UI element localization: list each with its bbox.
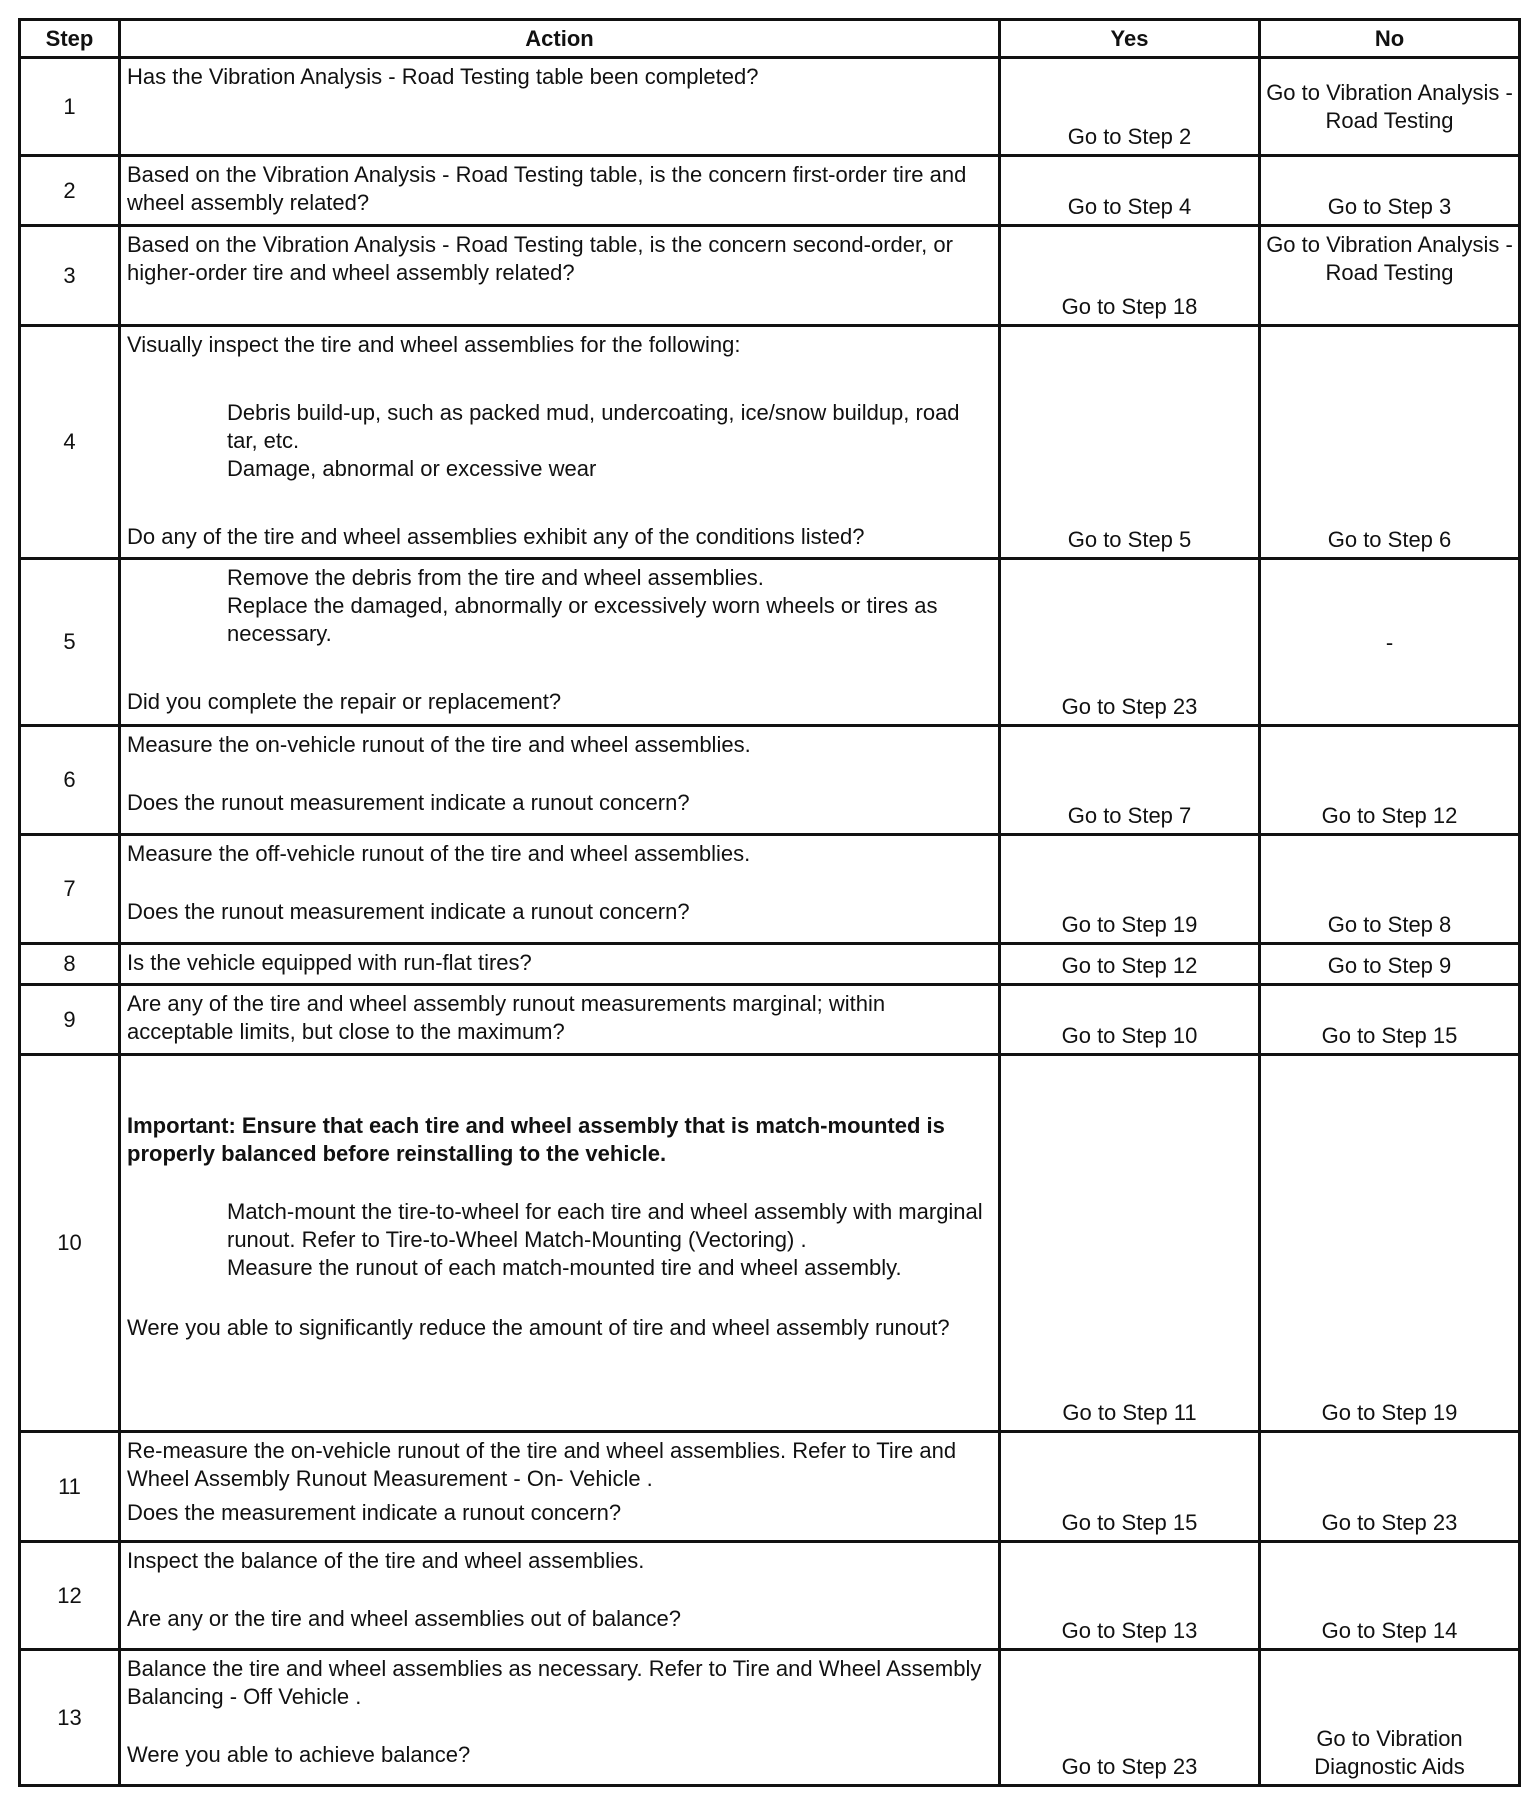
action-cell <box>120 156 1000 226</box>
step-number: 6 <box>20 726 120 835</box>
action-cell <box>120 985 1000 1055</box>
no-text: Go to Step 19 <box>1321 1400 1458 1425</box>
step-number: 9 <box>20 985 120 1055</box>
header-action: Action <box>120 20 1000 58</box>
table-header-row <box>20 20 1520 58</box>
no-cell <box>1260 1055 1520 1432</box>
important-note: Important: Ensure that each tire and wheel assembly that is match-mounted is properly balanced before reinstalling to the vehicle. <box>127 1113 945 1166</box>
action-question: Does the measurement indicate a runout concern? <box>127 1500 622 1525</box>
header-no: No <box>1260 20 1520 58</box>
action-text: Has the Vibration Analysis - Road Testing table been completed? <box>127 64 759 89</box>
action-text: Are any of the tire and wheel assembly runout measurements marginal; within acceptable limits, but close to the maximum? <box>127 991 886 1044</box>
table-row <box>20 58 1520 156</box>
yes-text: Go to Step 12 <box>1061 953 1198 978</box>
step-number: 7 <box>20 835 120 944</box>
yes-text: Go to Step 2 <box>1067 124 1192 149</box>
action-cell <box>120 1055 1000 1432</box>
no-cell <box>1260 726 1520 835</box>
yes-cell <box>1000 835 1260 944</box>
yes-cell <box>1000 58 1260 156</box>
step-number: 2 <box>20 156 120 226</box>
yes-text: Go to Step 5 <box>1067 527 1192 552</box>
yes-cell <box>1000 1542 1260 1650</box>
table-row <box>20 156 1520 226</box>
no-text: Go to Vibration Diagnostic Aids <box>1314 1726 1465 1779</box>
step-number: 11 <box>20 1432 120 1542</box>
table-row <box>20 1542 1520 1650</box>
yes-text: Go to Step 11 <box>1062 1400 1197 1425</box>
no-cell <box>1260 985 1520 1055</box>
no-cell <box>1260 559 1520 726</box>
step-number: 12 <box>20 1542 120 1650</box>
no-cell <box>1260 226 1520 326</box>
no-cell <box>1260 58 1520 156</box>
no-text: Go to Step 6 <box>1327 527 1452 552</box>
yes-text: Go to Step 18 <box>1061 294 1198 319</box>
no-cell <box>1260 1542 1520 1650</box>
action-bullet: Match-mount the tire-to-wheel for each tire and wheel assembly with marginal runout. Refer to Tire-to-Wheel Match-Mounting (Vectoring) . <box>227 1199 983 1252</box>
action-bullet: Replace the damaged, abnormally or excessively worn wheels or tires as necessary. <box>227 593 938 646</box>
action-cell <box>120 1542 1000 1650</box>
action-question: Were you able to significantly reduce the amount of tire and wheel assembly runout? <box>127 1315 950 1340</box>
step-number: 8 <box>20 944 120 985</box>
yes-text: Go to Step 13 <box>1061 1618 1198 1643</box>
no-text: Go to Step 9 <box>1327 953 1452 978</box>
step-number: 3 <box>20 226 120 326</box>
action-text: Based on the Vibration Analysis - Road Testing table, is the concern first-order tire and wheel assembly related? <box>127 162 967 215</box>
action-cell <box>120 559 1000 726</box>
no-text: Go to Step 23 <box>1321 1510 1458 1535</box>
action-question: Does the runout measurement indicate a runout concern? <box>127 790 690 815</box>
action-text: Based on the Vibration Analysis - Road Testing table, is the concern second-order, or higher-order tire and wheel assembly related? <box>127 232 953 285</box>
action-cell <box>120 944 1000 985</box>
action-text: Measure the on-vehicle runout of the tire and wheel assemblies. <box>127 732 751 757</box>
yes-text: Go to Step 15 <box>1061 1510 1198 1535</box>
yes-cell <box>1000 1432 1260 1542</box>
yes-text: Go to Step 4 <box>1067 194 1192 219</box>
table-row <box>20 985 1520 1055</box>
no-cell <box>1260 944 1520 985</box>
yes-text: Go to Step 10 <box>1061 1023 1198 1048</box>
action-text: Balance the tire and wheel assemblies as necessary. Refer to Tire and Wheel Assembly Balancing - Off Vehicle . <box>127 1656 982 1709</box>
action-text: Re-measure the on-vehicle runout of the tire and wheel assemblies. Refer to Tire and Wheel Assembly Runout Measurement - On- Vehicle . <box>127 1438 957 1491</box>
action-cell <box>120 726 1000 835</box>
diagnostic-steps-table <box>18 18 1521 1787</box>
action-bullet: Remove the debris from the tire and wheel assemblies. <box>227 565 764 590</box>
no-cell <box>1260 1650 1520 1786</box>
yes-cell <box>1000 559 1260 726</box>
action-text: Is the vehicle equipped with run-flat tires? <box>127 950 532 975</box>
yes-text: Go to Step 23 <box>1061 1754 1198 1779</box>
yes-text: Go to Step 23 <box>1061 694 1198 719</box>
no-cell <box>1260 156 1520 226</box>
no-text: - <box>1385 629 1394 655</box>
action-bullet: Measure the runout of each match-mounted tire and wheel assembly. <box>227 1255 902 1280</box>
action-cell <box>120 326 1000 559</box>
action-bullet: Damage, abnormal or excessive wear <box>227 456 597 481</box>
no-cell <box>1260 326 1520 559</box>
action-cell <box>120 835 1000 944</box>
header-step: Step <box>20 20 120 58</box>
yes-cell <box>1000 156 1260 226</box>
action-question: Do any of the tire and wheel assemblies exhibit any of the conditions listed? <box>127 524 865 549</box>
yes-cell <box>1000 944 1260 985</box>
action-question: Did you complete the repair or replacement? <box>127 689 562 714</box>
no-text: Go to Step 8 <box>1327 912 1452 937</box>
action-question: Were you able to achieve balance? <box>127 1742 471 1767</box>
table-row <box>20 559 1520 726</box>
step-number: 1 <box>20 58 120 156</box>
yes-cell <box>1000 726 1260 835</box>
diagnostic-table-page <box>18 18 1518 1787</box>
step-number: 4 <box>20 326 120 559</box>
table-row <box>20 1650 1520 1786</box>
action-text: Measure the off-vehicle runout of the tire and wheel assemblies. <box>127 841 751 866</box>
table-row <box>20 944 1520 985</box>
action-bullet: Debris build-up, such as packed mud, undercoating, ice/snow buildup, road tar, etc. <box>227 400 960 453</box>
table-row <box>20 1055 1520 1432</box>
table-row <box>20 226 1520 326</box>
step-number: 13 <box>20 1650 120 1786</box>
action-text: Inspect the balance of the tire and wheel assemblies. <box>127 1548 645 1573</box>
table-row <box>20 1432 1520 1542</box>
no-text: Go to Step 15 <box>1321 1023 1458 1048</box>
no-cell <box>1260 835 1520 944</box>
yes-cell <box>1000 226 1260 326</box>
action-cell <box>120 58 1000 156</box>
action-question: Are any or the tire and wheel assemblies out of balance? <box>127 1606 681 1631</box>
no-cell <box>1260 1432 1520 1542</box>
action-cell <box>120 1432 1000 1542</box>
action-text: Visually inspect the tire and wheel assemblies for the following: <box>127 332 741 357</box>
yes-cell <box>1000 985 1260 1055</box>
action-cell <box>120 1650 1000 1786</box>
yes-cell <box>1000 1650 1260 1786</box>
action-cell <box>120 226 1000 326</box>
no-text: Go to Step 14 <box>1321 1618 1458 1643</box>
table-row <box>20 835 1520 944</box>
table-row <box>20 726 1520 835</box>
action-question: Does the runout measurement indicate a runout concern? <box>127 899 690 924</box>
no-text: Go to Step 3 <box>1327 194 1452 219</box>
header-yes: Yes <box>1000 20 1260 58</box>
step-number: 5 <box>20 559 120 726</box>
yes-cell <box>1000 326 1260 559</box>
no-text: Go to Step 12 <box>1321 803 1458 828</box>
no-text: Go to Vibration Analysis - Road Testing <box>1266 232 1513 285</box>
no-text: Go to Vibration Analysis - Road Testing <box>1266 80 1513 133</box>
yes-text: Go to Step 7 <box>1067 803 1192 828</box>
yes-cell <box>1000 1055 1260 1432</box>
step-number: 10 <box>20 1055 120 1432</box>
table-row <box>20 326 1520 559</box>
yes-text: Go to Step 19 <box>1061 912 1198 937</box>
